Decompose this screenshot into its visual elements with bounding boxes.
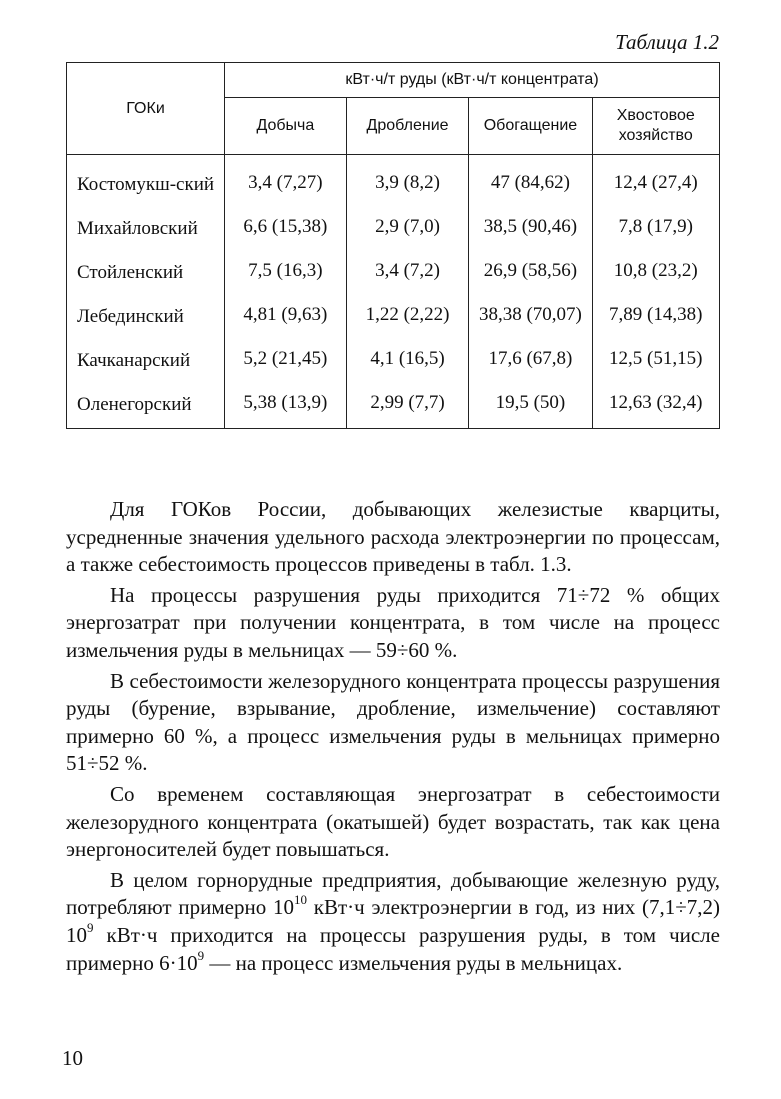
paragraph: На процессы разрушения руды приходится 71÷72 % общих энергозатрат при получении концентрата, в том числе на процесс измельчения руды в мельницах — 59÷60 %. [66, 582, 720, 662]
cell: 12,5 (51,15) [592, 338, 720, 382]
header-gok: ГОКи [67, 63, 225, 155]
table-row [67, 250, 720, 294]
table-row [67, 155, 720, 207]
header-mining: Добыча [225, 98, 347, 155]
exponent: 9 [197, 947, 205, 963]
text-span: кВт·ч приходится на процессы разрушения руды, в том числе примерно 6·10 [66, 922, 720, 975]
header-tailings: Хвостовое хозяйство [592, 98, 720, 155]
cell: 2,99 (7,7) [346, 382, 469, 429]
cell: 3,4 (7,2) [346, 250, 469, 294]
header-units: кВт·ч/т руды (кВт·ч/т концентрата) [225, 63, 720, 98]
table-caption: Таблица 1.2 [615, 30, 719, 54]
cell: 17,6 (67,8) [469, 338, 592, 382]
cell: 4,1 (16,5) [346, 338, 469, 382]
page-number: 10 [62, 1046, 83, 1070]
paragraph [66, 867, 720, 977]
row-name: Костомукш-ский [67, 155, 225, 207]
cell: 5,38 (13,9) [225, 382, 347, 429]
cell: 12,4 (27,4) [592, 155, 720, 207]
text-span: — на процесс измельчения руды в мельницах. [204, 950, 623, 975]
cell: 1,22 (2,22) [346, 294, 469, 338]
energy-consumption-table [66, 62, 720, 429]
text-span: В целом горнорудные предприятия, добывающие железную руду, потребляют примерно 10 [66, 867, 720, 920]
header-beneficiation: Обогащение [469, 98, 592, 155]
cell: 5,2 (21,45) [225, 338, 347, 382]
cell: 7,8 (17,9) [592, 206, 720, 250]
cell: 26,9 (58,56) [469, 250, 592, 294]
text-span: кВт·ч электроэнергии в год, из них (7,1÷7,2) 10 [66, 895, 720, 947]
header-crushing: Дробление [346, 98, 469, 155]
row-name: Лебединский [67, 294, 225, 338]
cell: 3,9 (8,2) [346, 155, 469, 207]
table-row [67, 382, 720, 429]
cell: 10,8 (23,2) [592, 250, 720, 294]
exponent: 10 [294, 892, 307, 908]
cell: 2,9 (7,0) [346, 206, 469, 250]
paragraph: Со временем составляющая энергозатрат в себестоимости железорудного концентрата (окатышей) будет возрастать, так как цена энергоносителей будет повышаться. [66, 781, 720, 862]
body-text [66, 496, 720, 977]
table-row [67, 206, 720, 250]
cell: 19,5 (50) [469, 382, 592, 429]
row-name: Качканарский [67, 338, 225, 382]
row-name: Оленегорский [67, 382, 225, 429]
paragraph: В себестоимости железорудного концентрата процессы разрушения руды (бурение, взрывание, дробление, измельчение) составляют примерно 60 %, а процесс измельчения руды в мельницах примерно 51÷52 %. [66, 668, 720, 776]
cell: 38,5 (90,46) [469, 206, 592, 250]
table-row [67, 338, 720, 382]
cell: 6,6 (15,38) [225, 206, 347, 250]
table-row [67, 294, 720, 338]
row-name: Михайловский [67, 206, 225, 250]
cell: 47 (84,62) [469, 155, 592, 207]
exponent: 9 [87, 919, 94, 935]
cell: 38,38 (70,07) [469, 294, 592, 338]
cell: 12,63 (32,4) [592, 382, 720, 429]
cell: 7,89 (14,38) [592, 294, 720, 338]
cell: 3,4 (7,27) [225, 155, 347, 207]
paragraph: Для ГОКов России, добывающих железистые кварциты, усредненные значения удельного расхода электроэнергии по процессам, а также себестоимость процессов приведены в табл. 1.3. [66, 497, 720, 577]
row-name: Стойленский [67, 250, 225, 294]
cell: 7,5 (16,3) [225, 250, 347, 294]
cell: 4,81 (9,63) [225, 294, 347, 338]
